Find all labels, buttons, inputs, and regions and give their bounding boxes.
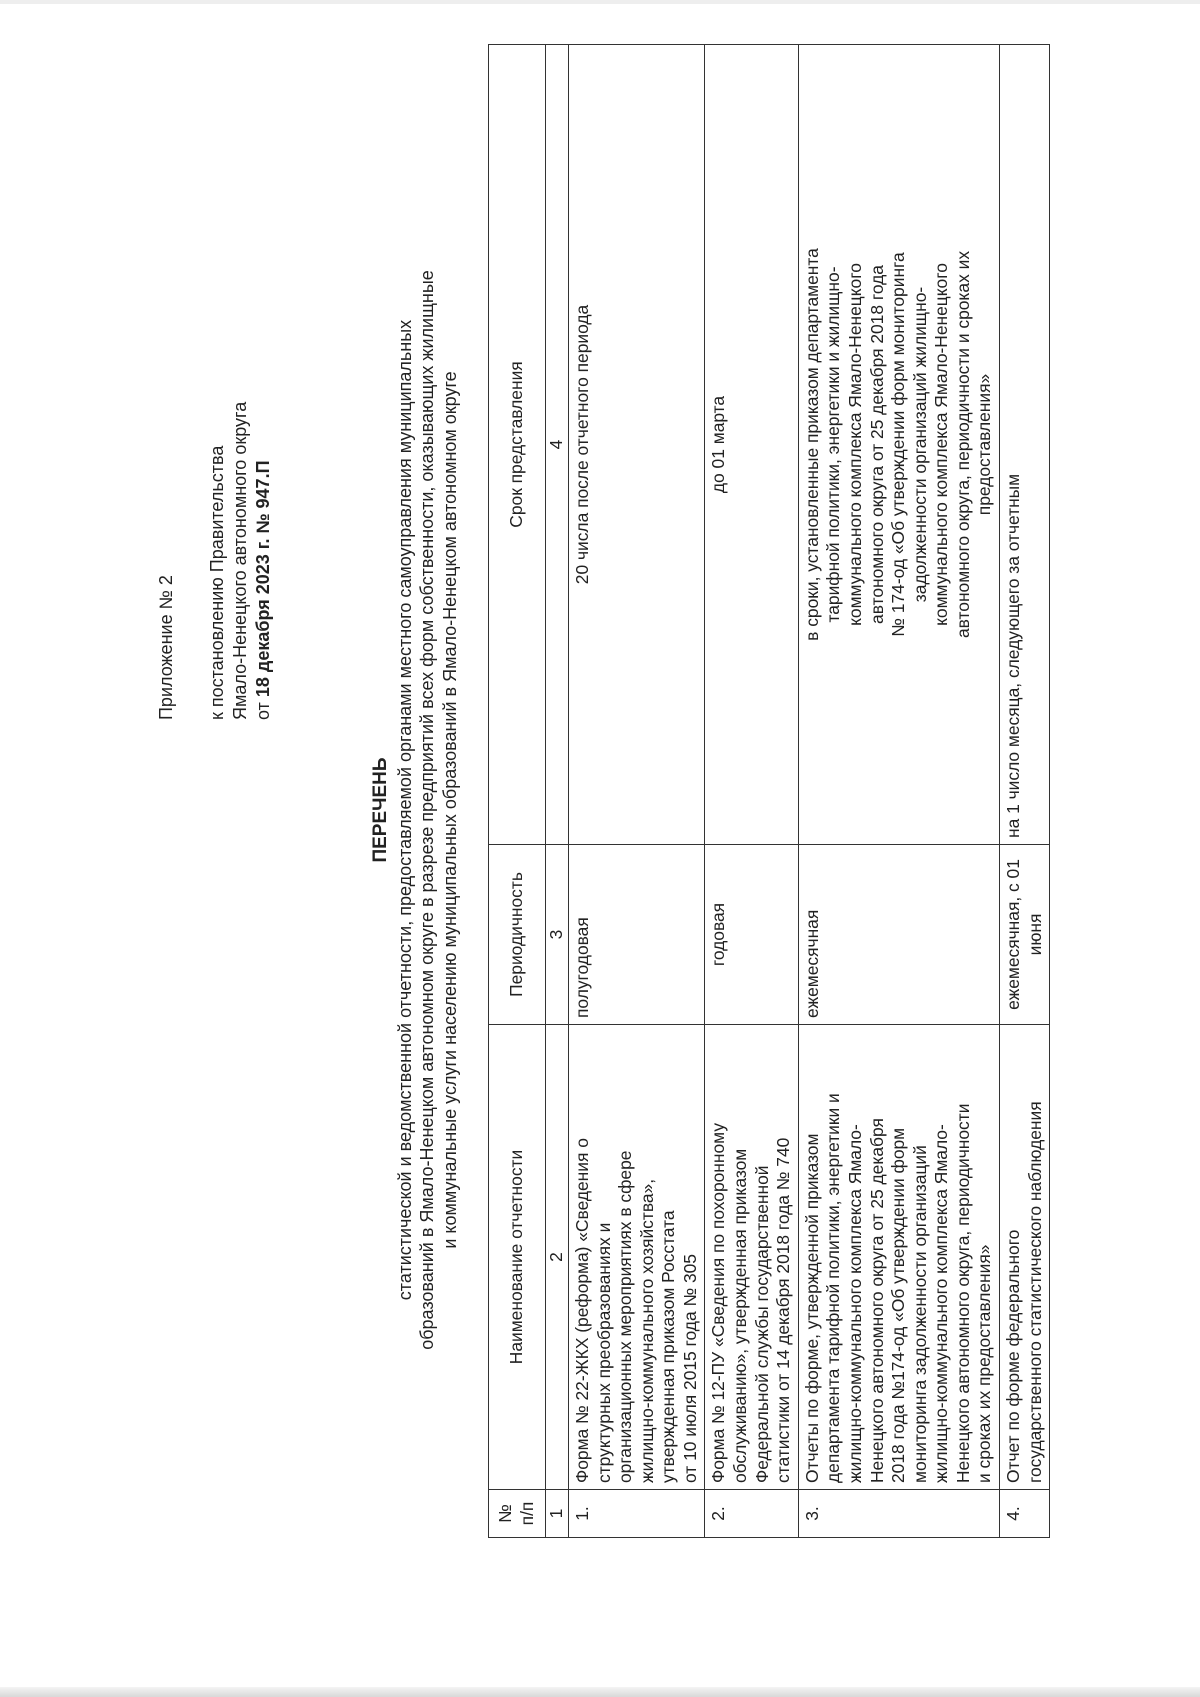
document-subtitle-line: статистической и ведомственной отчетности, предоставляемой органами местного самоуправления муниципальных	[395, 319, 415, 1301]
table-row	[999, 45, 1049, 1538]
row-deadline-line: автономного округа, периодичности и сроках их	[952, 250, 973, 639]
scan-top-edge	[0, 0, 1200, 4]
document-title: ПЕРЕЧЕНЬ	[370, 757, 391, 863]
row-name-line: жилищно-коммунального хозяйства»,	[636, 1178, 657, 1483]
row-number: 2.	[705, 1490, 798, 1538]
table-row	[705, 45, 798, 1538]
document-subtitle-line: образований в Ямало-Ненецком автономном округе в разрезе предприятий всех форм собственности, оказывающих жилищные	[417, 270, 438, 1350]
header-period: Периодичность	[489, 845, 546, 1025]
appendix-date-prefix: от	[253, 702, 274, 720]
row-period: годовая	[705, 845, 798, 1025]
row-deadline-line: коммунального комплекса Ямало-Ненецкого	[931, 263, 952, 626]
row-name-line: Форма № 22-ЖКХ (реформа) «Сведения о	[572, 1138, 592, 1483]
appendix-number: Приложение № 2	[156, 575, 176, 720]
row-period: полугодовая	[569, 845, 705, 1025]
header-deadline: Срок представления	[489, 45, 546, 845]
table-row	[569, 45, 705, 1538]
row-name-line: и сроках их предоставления»	[974, 1244, 995, 1483]
row-number: 1.	[569, 1490, 705, 1538]
row-deadline-line: автономного округа от 25 декабря 2018 года	[866, 265, 887, 624]
row-deadline: до 01 марта	[705, 45, 798, 845]
row-name-line: обслуживанию», утвержденная приказом	[730, 1148, 751, 1483]
row-name	[569, 1025, 705, 1490]
table-row	[798, 45, 999, 1538]
column-number: 2	[546, 1025, 569, 1490]
row-deadline-line: коммунального комплекса Ямало-Ненецкого	[844, 263, 865, 626]
row-name-line: Отчет по форме федерального	[1002, 1229, 1023, 1483]
row-name	[798, 1025, 999, 1490]
row-name-line: структурных преобразованиях и	[593, 1222, 614, 1483]
row-name-line: департамента тарифной политики, энергетики и	[823, 1093, 844, 1483]
row-deadline-line: задолженности организаций жилищно-	[909, 286, 930, 603]
row-name-line: государственного статистического наблюдения	[1024, 1101, 1045, 1483]
row-number: 3.	[798, 1490, 999, 1538]
row-name-line: жилищно-коммунального комплекса Ямало-	[844, 1124, 865, 1483]
appendix-date-line	[252, 402, 275, 720]
scan-bottom-edge	[0, 1687, 1200, 1697]
row-deadline-line: в сроки, установленные приказом департамента	[801, 248, 822, 641]
document-heading	[370, 30, 461, 1590]
rotated-page	[40, 30, 1185, 1590]
row-name	[705, 1025, 798, 1490]
row-name-line: организационных мероприятиях в сфере	[615, 1150, 636, 1483]
row-deadline: на 1 число месяца, следующего за отчетным	[999, 45, 1049, 845]
row-name-line: Федеральной службы государственной	[751, 1165, 772, 1483]
row-name-line: 2018 года №174-од «Об утверждении форм	[888, 1127, 909, 1483]
column-number-row	[546, 45, 569, 1538]
appendix-block	[155, 402, 275, 720]
appendix-resolution-line: к постановлению Правительства	[207, 445, 228, 720]
row-name	[999, 1025, 1049, 1490]
row-deadline-line: № 174-од «Об утверждении форм мониторинга	[888, 252, 909, 637]
reporting-table	[488, 44, 1050, 1538]
row-deadline	[798, 45, 999, 845]
row-name-line: мониторинга задолженности организаций	[909, 1145, 930, 1483]
row-deadline-line: предоставления»	[974, 373, 995, 516]
row-name-line: Ненецкого автономного округа, периодичности	[952, 1103, 973, 1483]
column-number: 4	[546, 45, 569, 845]
appendix-date: 18 декабря 2023 г. № 947.П	[253, 460, 274, 698]
header-name: Наименование отчетности	[489, 1025, 546, 1490]
row-deadline-line: тарифной политики, энергетики и жилищно-	[823, 266, 844, 623]
row-name-line: от 10 июля 2015 года № 305	[679, 1254, 700, 1483]
row-period: ежемесячная	[798, 845, 999, 1025]
row-name-line: Форма № 12-ПУ «Сведения по похоронному	[708, 1122, 729, 1483]
row-name-line: статистики от 14 декабря 2018 года № 740	[773, 1137, 794, 1483]
column-number: 1	[546, 1490, 569, 1538]
row-name-line: Ненецкого автономного округа от 25 декабря	[866, 1118, 887, 1483]
row-deadline: 20 числа после отчетного периода	[569, 45, 705, 845]
table-header-row	[489, 45, 546, 1538]
document-subtitle-line: и коммунальные услуги населению муниципальных образований в Ямало-Ненецком автономном округе	[439, 371, 460, 1249]
document	[40, 30, 1185, 1590]
row-number: 4.	[999, 1490, 1049, 1538]
row-name-line: жилищно-коммунального комплекса Ямало-	[931, 1124, 952, 1483]
row-period: ежемесячная, с 01 июня	[999, 845, 1049, 1025]
appendix-region-line: Ямало-Ненецкого автономного округа	[230, 401, 251, 720]
column-number: 3	[546, 845, 569, 1025]
header-number: № п/п	[489, 1490, 546, 1538]
row-name-line: Отчеты по форме, утвержденной приказом	[801, 1133, 822, 1483]
row-name-line: утвержденная приказом Росстата	[658, 1210, 679, 1483]
